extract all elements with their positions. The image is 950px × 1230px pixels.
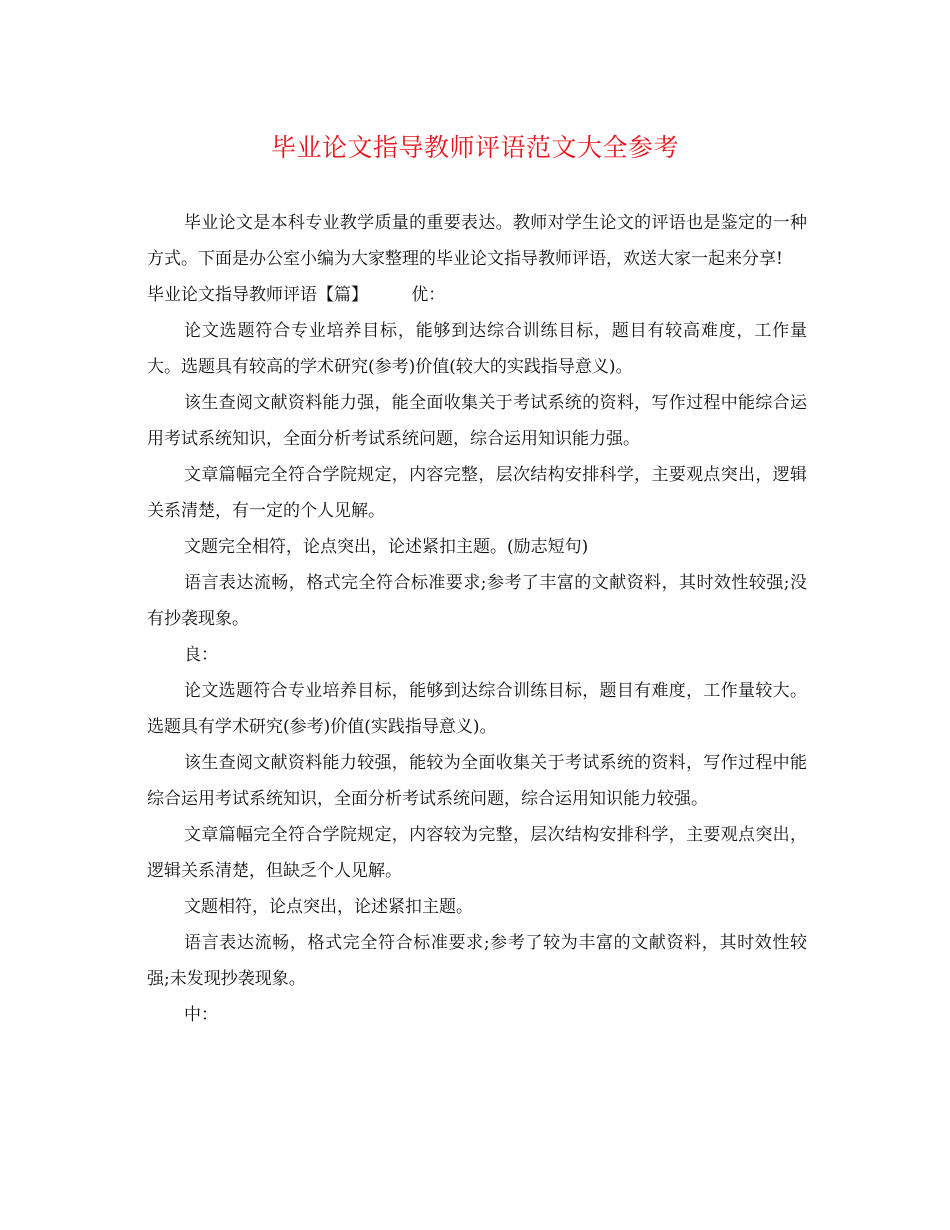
good-paragraph-1: 论文选题符合专业培养目标，能够到达综合训练目标，题目有难度，工作量较大。选题具有学术研究(参考)价值(实践指导意义)。 [147,681,807,737]
excellent-paragraph-1: 论文选题符合专业培养目标，能够到达综合训练目标，题目有较高难度，工作量大。选题具有较高的学术研究(参考)价值(较大的实践指导意义)。 [147,321,807,377]
excellent-paragraph-4: 文题完全相符，论点突出，论述紧扣主题。(励志短句) [184,537,589,557]
excellent-paragraph-2: 该生查阅文献资料能力强，能全面收集关于考试系统的资料，写作过程中能综合运用考试系统知识，全面分析考试系统问题，综合运用知识能力强。 [147,393,807,449]
section-heading-line [147,277,807,313]
rating-label-medium: 中： [184,1005,218,1025]
document-title: 毕业论文指导教师评语范文大全参考 [270,133,679,162]
document-body [147,205,807,1033]
excellent-paragraph-5: 语言表达流畅，格式完全符合标准要求;参考了丰富的文献资料，其时效性较强;没有抄袭现象。 [147,573,807,629]
good-paragraph-2: 该生查阅文献资料能力较强，能较为全面收集关于考试系统的资料，写作过程中能综合运用考试系统知识，全面分析考试系统问题，综合运用知识能力较强。 [147,753,807,809]
rating-label-excellent: 优： [411,285,446,305]
good-paragraph-5: 语言表达流畅，格式完全符合标准要求;参考了较为丰富的文献资料，其时效性较强;未发现抄袭现象。 [147,933,807,989]
excellent-paragraph-3: 文章篇幅完全符合学院规定，内容完整，层次结构安排科学，主要观点突出，逻辑关系清楚，有一定的个人见解。 [147,465,807,521]
rating-label-good: 良： [184,645,218,665]
section-heading: 毕业论文指导教师评语【篇】 [147,285,368,305]
good-paragraph-3: 文章篇幅完全符合学院规定，内容较为完整，层次结构安排科学，主要观点突出，逻辑关系清楚，但缺乏个人见解。 [147,825,807,881]
intro-paragraph: 毕业论文是本科专业教学质量的重要表达。教师对学生论文的评语也是鉴定的一种方式。下面是办公室小编为大家整理的毕业论文指导教师评语，欢送大家一起来分享! [147,213,807,269]
good-paragraph-4: 文题相符，论点突出，论述紧扣主题。 [184,897,473,917]
